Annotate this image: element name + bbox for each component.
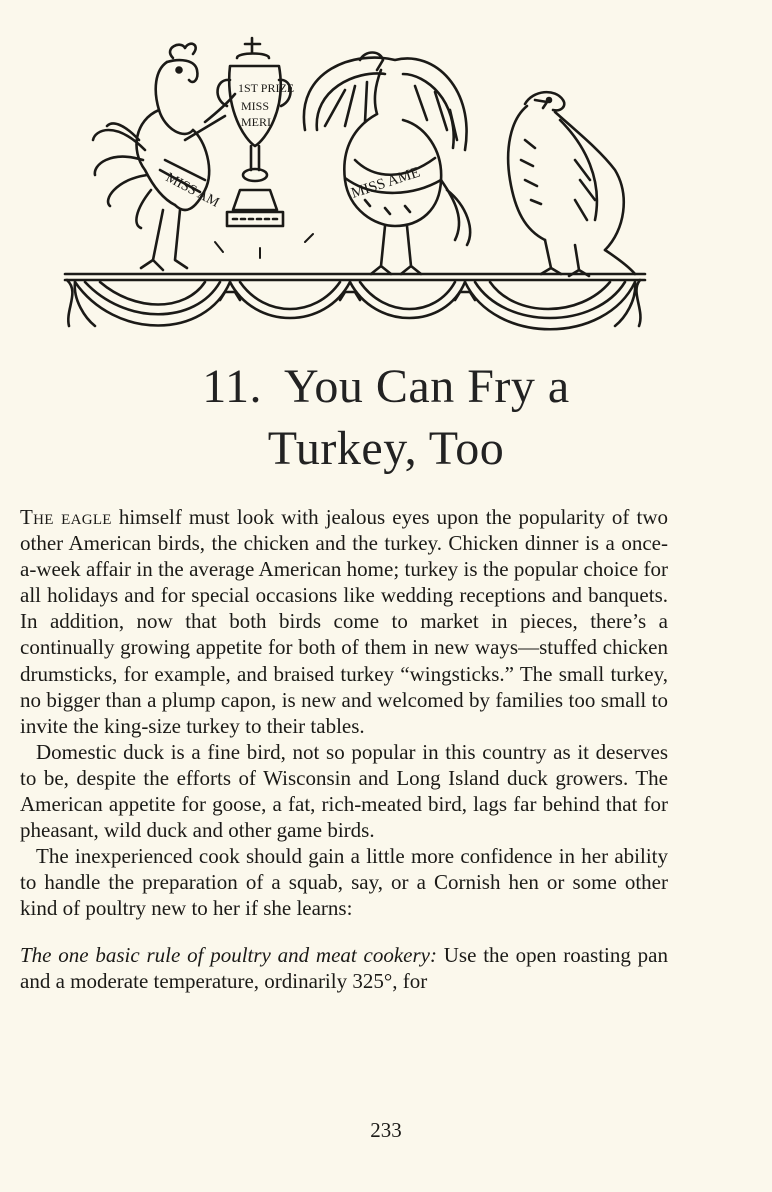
- paragraph-2: Domestic duck is a fine bird, not so popular in this country as it deserves to be, despite the efforts of Wisconsin and Long Island duck growers. The American appetite for goose, a fat, rich-meated bird, lags far behind that for pheasant, wild duck and other game birds.: [20, 739, 668, 843]
- chapter-title: [0, 356, 772, 480]
- basic-rule-paragraph: [20, 942, 668, 994]
- basic-rule-text: Use the open roasting pan and a moderate temperature, ordinarily 325°, for: [20, 942, 668, 993]
- trophy-label-line2: MISS: [241, 99, 270, 113]
- chapter-number: 11.: [202, 360, 263, 413]
- paragraph-1-text: himself must look with jealous eyes upon the popularity of two other American birds, the chicken and the turkey. Chicken dinner is a once-a-week affair in the average American home; turkey is the popular choice for all holidays and for special occasions like wedding receptions and banquets. In addition, now that both birds come to market in pieces, there’s a continually growing appetite for both of them in new ways—stuffed chicken drumsticks, for example, and braised turkey “wingsticks.” The small turkey, no bigger than a plump capon, is new and welcomed by families too small to invite the king-size turkey to their tables.: [20, 505, 668, 738]
- draped-table: [65, 274, 645, 329]
- paragraph-1: [20, 504, 668, 739]
- birds-at-prize-table-illustration: [55, 30, 650, 350]
- chapter-title-line1: You Can Fry a: [284, 360, 570, 413]
- chapter-title-line2: Turkey, Too: [267, 422, 505, 475]
- basic-rule-title: The one basic rule of poultry and meat cookery:: [20, 942, 437, 967]
- trophy-label-line3: MERI: [241, 115, 271, 129]
- turkey-sash-label: MISS AME: [349, 164, 423, 202]
- page-number: 233: [370, 1118, 402, 1142]
- small-caps-lead: The eagle: [20, 505, 112, 529]
- trophy-cup: [218, 38, 291, 226]
- turkey-figure: [304, 53, 470, 275]
- chapter-body: [20, 504, 668, 994]
- chicken-sash-label: MISS AM: [163, 170, 222, 211]
- paragraph-3: The inexperienced cook should gain a little more confidence in her ability to handle the preparation of a squab, say, or a Cornish hen or some other kind of poultry new to her if she learns:: [20, 844, 668, 921]
- trophy-label-line1: 1ST PRIZE: [238, 81, 295, 95]
- chicken-figure: [93, 44, 235, 270]
- eagle-figure: [508, 92, 635, 276]
